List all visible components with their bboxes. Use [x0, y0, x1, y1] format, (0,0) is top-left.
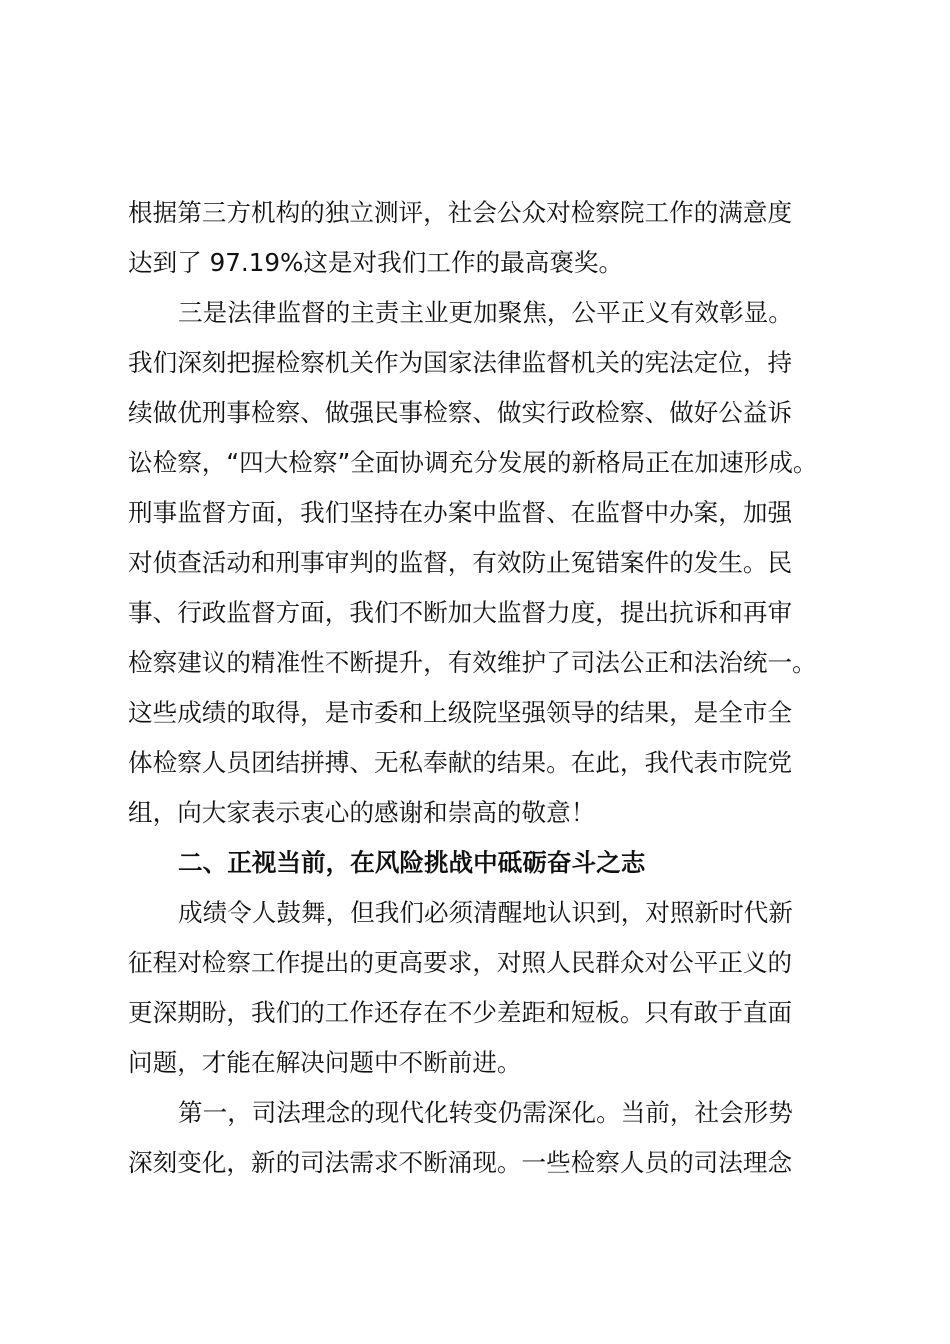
text-line: 我们深刻把握检察机关作为国家法律监督机关的宪法定位，持 — [128, 348, 793, 377]
paragraph-satisfaction — [128, 188, 828, 288]
text-line: 成绩令人鼓舞，但我们必须清醒地认识到，对照新时代新 — [178, 898, 793, 927]
paragraph-legal-supervision — [128, 288, 828, 838]
paragraph-first-point — [128, 1088, 828, 1188]
text-line: 讼检察，“四大检察”全面协调充分发展的新格局正在加速形成。 — [128, 448, 818, 477]
text-line: 深刻变化，新的司法需求不断涌现。一些检察人员的司法理念 — [128, 1148, 793, 1177]
text-line: 第一，司法理念的现代化转变仍需深化。当前，社会形势 — [178, 1098, 793, 1127]
document-body — [128, 188, 828, 1188]
text-line: 这些成绩的取得，是市委和上级院坚强领导的结果，是全市全 — [128, 698, 793, 727]
section-heading: 二、正视当前，在风险挑战中砥砺奋斗之志 — [178, 848, 646, 877]
text-line: 问题，才能在解决问题中不断前进。 — [128, 1048, 522, 1077]
text-line: 对侦查活动和刑事审判的监督，有效防止冤错案件的发生。民 — [128, 548, 793, 577]
text-line: 刑事监督方面，我们坚持在办案中监督、在监督中办案，加强 — [128, 498, 793, 527]
text-line: 更深期盼，我们的工作还存在不少差距和短板。只有敢于直面 — [128, 998, 793, 1027]
text-line: 达到了 97.19%这是对我们工作的最高褒奖。 — [128, 248, 624, 277]
text-line: 续做优刑事检察、做强民事检察、做实行政检察、做好公益诉 — [128, 398, 793, 427]
text-line: 三是法律监督的主责主业更加聚焦，公平正义有效彰显。 — [178, 298, 793, 327]
text-line: 征程对检察工作提出的更高要求，对照人民群众对公平正义的 — [128, 948, 793, 977]
paragraph-shortcomings — [128, 888, 828, 1088]
text-line: 组，向大家表示衷心的感谢和崇高的敬意！ — [128, 798, 596, 827]
text-line: 事、行政监督方面，我们不断加大监督力度，提出抗诉和再审 — [128, 598, 793, 627]
text-line: 根据第三方机构的独立测评，社会公众对检察院工作的满意度 — [128, 198, 793, 227]
text-line: 体检察人员团结拼搏、无私奉献的结果。在此，我代表市院党 — [128, 748, 793, 777]
text-line: 检察建议的精准性不断提升，有效维护了司法公正和法治统一。 — [128, 648, 817, 677]
